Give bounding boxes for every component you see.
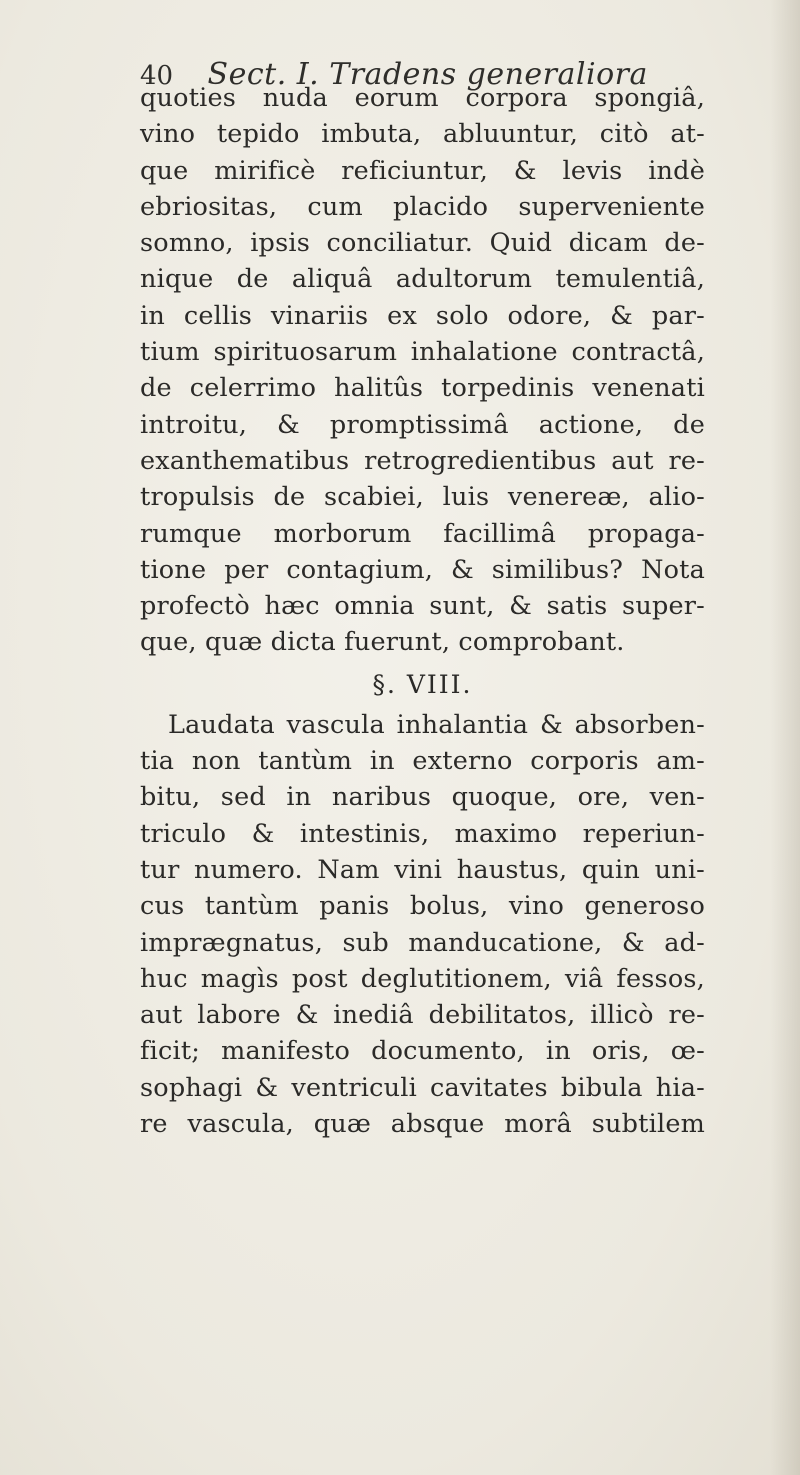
text-line: tium spirituosarum inhalatione contractâ, <box>140 337 705 368</box>
paragraph-2 <box>140 707 705 1143</box>
page-edge-shadow <box>770 0 800 1475</box>
text-line: quoties nuda eorum corpora spongiâ, <box>140 83 705 113</box>
text-line: rumque morborum facillimâ propaga- <box>140 518 705 549</box>
text-line: re vascula, quæ absque morâ subtilem <box>140 1109 705 1140</box>
running-head: Sect. I. Tradens generaliora <box>207 57 648 92</box>
body-text <box>140 80 705 1142</box>
text-line: triculo & intestinis, maximo reperiun- <box>140 818 705 849</box>
text-line: exanthematibus retrogredientibus aut re- <box>140 445 705 476</box>
text-line: somno, ipsis conciliatur. Quid dicam de- <box>140 228 705 259</box>
text-line: tropulsis de scabiei, luis venereæ, alio- <box>140 482 705 513</box>
text-line: aut labore & inediâ debilitatos, illicò re- <box>140 1000 705 1031</box>
section-heading: §. VIII. <box>372 669 473 699</box>
text-line: que mirificè reficiuntur, & levis indè <box>140 155 705 186</box>
text-line: imprægnatus, sub manducatione, & ad- <box>140 927 705 958</box>
text-line: vino tepido imbuta, abluuntur, citò at- <box>140 119 705 150</box>
paragraph-1 <box>140 80 705 661</box>
text-line: huc magìs post deglutitionem, viâ fessos, <box>140 963 705 994</box>
text-line: Laudata vascula inhalantia & absorben- <box>168 709 705 740</box>
text-line: tia non tantùm in externo corporis am- <box>140 746 705 777</box>
text-line: introitu, & promptissimâ actione, de <box>140 409 705 440</box>
text-line: tur numero. Nam vini haustus, quin uni- <box>140 854 705 885</box>
text-line: cus tantùm panis bolus, vino generoso <box>140 891 705 922</box>
text-line: de celerrimo halitûs torpedinis venenati <box>140 373 705 404</box>
text-line: profectò hæc omnia sunt, & satis super- <box>140 591 705 622</box>
text-line: sophagi & ventriculi cavitates bibula hia- <box>140 1072 705 1103</box>
text-line: ficit; manifesto documento, in oris, œ- <box>140 1036 705 1067</box>
text-line: in cellis vinariis ex solo odore, & par- <box>140 300 705 331</box>
text-line: nique de aliquâ adultorum temulentiâ, <box>140 264 705 295</box>
text-line: bitu, sed in naribus quoque, ore, ven- <box>140 782 705 813</box>
text-line: tione per contagium, & similibus? Nota <box>140 554 705 585</box>
text-line: ebriositas, cum placido superveniente <box>140 191 705 222</box>
text-line: que, quæ dicta fuerunt, comprobant. <box>140 627 625 658</box>
page-number: 40 <box>140 61 174 91</box>
